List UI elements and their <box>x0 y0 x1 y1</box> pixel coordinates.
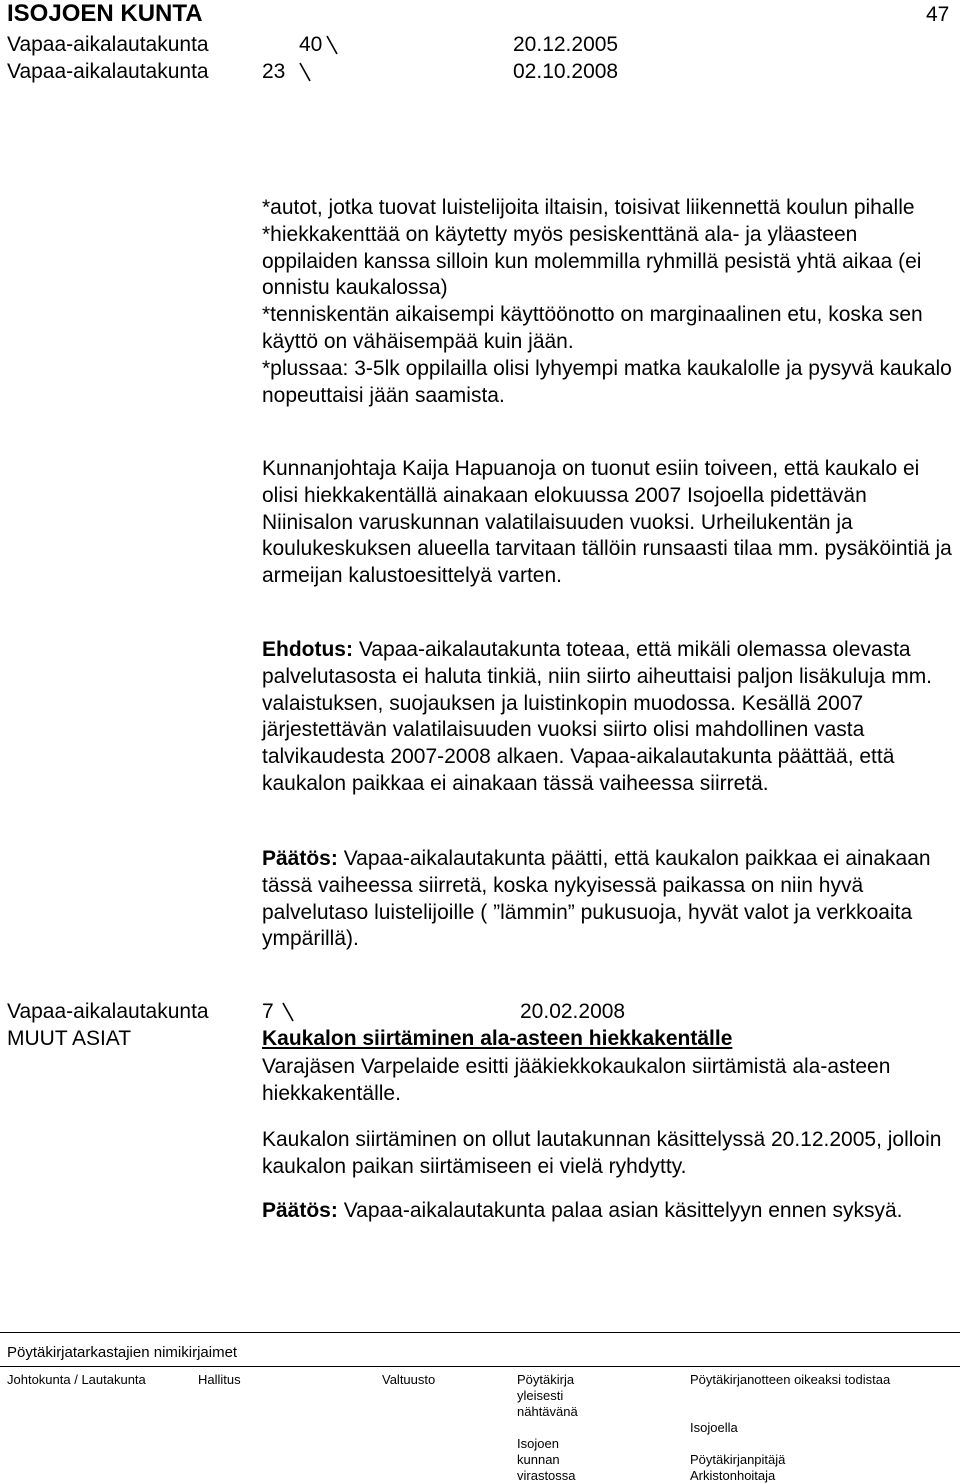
signatures-label: Pöytäkirjatarkastajien nimikirjaimet <box>7 1344 238 1361</box>
ref-section: 23 <box>262 60 286 83</box>
paatos-paragraph <box>262 1198 952 1225</box>
ehdotus-text: Vapaa-aikalautakunta toteaa, että mikäli olemassa olevasta palvelutasosta ei haluta tinkiä, niin siirto aiheuttaisi paljon lisäkuluja mm. valaistuksen, suojauksen ja luistinkopin muodossa. Kesällä 2007 järjestettävän valatilaisuuden vuoksi siirto olisi mahdollinen vasta talvikaudesta 2007-2008 alkaen. Vapaa-aikalautakunta päättää, että kaukalon paikkaa ei ainakaan tässä vaiheessa siirretä. <box>262 638 933 795</box>
ref-section: 40 <box>299 33 323 56</box>
section-mark-icon <box>298 61 312 83</box>
ref-body: Vapaa-aikalautakunta <box>7 33 209 56</box>
ref-body: Vapaa-aikalautakunta <box>7 60 209 83</box>
paatos-label: Päätös: <box>262 1199 338 1222</box>
bullet-item: *plussaa: 3-5lk oppilailla olisi lyhyempi matka kaukalolle ja pysyvä kaukalo nopeuttaisi jään saamista. <box>262 356 952 407</box>
footer-col-lautakunta: Johtokunta / Lautakunta <box>7 1372 146 1387</box>
ref-date: 20.12.2005 <box>513 33 619 56</box>
paatos-label: Päätös: <box>262 847 338 870</box>
footer-col-hallitus: Hallitus <box>198 1372 241 1387</box>
kunnanjohtaja-paragraph <box>262 456 952 590</box>
section-mark-icon <box>325 34 339 56</box>
kasittely-paragraph <box>262 1127 952 1181</box>
footer-col-poytakirja: Pöytäkirja yleisesti nähtävänä Isojoen kunnan virastossa <box>517 1372 578 1483</box>
ref-date: 02.10.2008 <box>513 60 619 83</box>
bullet-item: *tenniskentän aikaisempi käyttöönotto on marginaalinen etu, koska sen käyttö on vähäisempää kuin jään. <box>262 303 923 353</box>
section-mark-icon <box>281 1001 295 1023</box>
ref-section: 7 <box>262 1000 274 1023</box>
footer-divider <box>0 1366 960 1367</box>
varajasen-paragraph <box>262 1054 922 1108</box>
paatos-text: Vapaa-aikalautakunta päätti, että kaukalon paikkaa ei ainakaan tässä vaiheessa siirretä, koska nykyisessä paikassa on niin hyvä palvelutaso luistelijoille ( ”lämmin” pukusuoja, hyvät valot ja verkkoaita ympärillä). <box>262 847 931 951</box>
ref-body: Vapaa-aikalautakunta <box>7 1000 209 1023</box>
paragraph-text: Kaukalon siirtäminen on ollut lautakunnan käsittelyssä 20.12.2005, jolloin kaukalon paikan siirtämiseen ei vielä ryhdytty. <box>262 1128 942 1178</box>
ehdotus-label: Ehdotus: <box>262 638 353 661</box>
category-label: MUUT ASIAT <box>7 1027 132 1050</box>
paatos-text: Vapaa-aikalautakunta palaa asian käsittelyyn ennen syksyä. <box>337 1199 903 1222</box>
paragraph-text: Varajäsen Varpelaide esitti jääkiekkokaukalon siirtämistä ala-asteen hiekkakentälle. <box>262 1055 891 1105</box>
paatos-paragraph <box>262 846 952 953</box>
footer-divider <box>0 1332 960 1333</box>
bullet-item: *hiekkakenttää on käytetty myös pesiskenttänä ala- ja yläasteen oppilaiden kanssa silloin kun molemmilla ryhmillä pesistä yhtä aikaa (ei onnistu kaukalossa) <box>262 222 922 300</box>
municipality-name: ISOJOEN KUNTA <box>7 0 203 27</box>
item-title: Kaukalon siirtäminen ala-asteen hiekkakentälle <box>262 1027 733 1050</box>
ref-date: 20.02.2008 <box>520 1000 626 1023</box>
paragraph-text: Kunnanjohtaja Kaija Hapuanoja on tuonut esiin toiveen, että kaukalo ei olisi hiekkakentällä ainakaan elokuussa 2007 Isojoella pidettävän Niinisalon varuskunnan valatilaisuuden vuoksi. Urheilukentän ja koulukeskuksen alueella tarvitaan tällöin runsaasti tilaa mm. pysäköintiä ja armeijan kalustoesittelyä varten. <box>262 457 952 588</box>
section1-bullets <box>262 195 952 409</box>
footer-col-oikeaksi: Pöytäkirjanotteen oikeaksi todistaa Isojoella Pöytäkirjanpitäjä Arkistonhoitaja <box>690 1372 891 1483</box>
ehdotus-paragraph <box>262 637 952 798</box>
footer-col-valtuusto: Valtuusto <box>382 1372 436 1387</box>
page-number: 47 <box>926 3 950 26</box>
bullet-item: *autot, jotka tuovat luistelijoita iltaisin, toisivat liikennettä koulun pihalle <box>262 196 915 219</box>
